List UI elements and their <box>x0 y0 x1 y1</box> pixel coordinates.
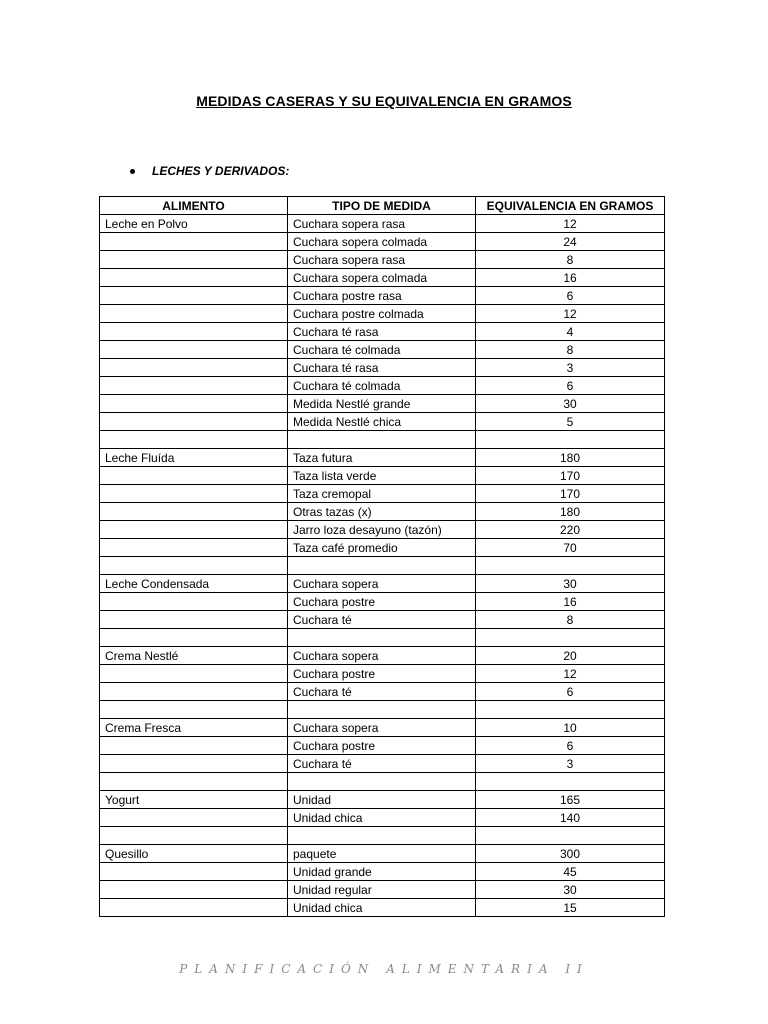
table-row <box>100 827 665 845</box>
alimento-cell <box>100 629 288 647</box>
table-row <box>100 485 665 503</box>
gramos-cell: 30 <box>476 881 665 899</box>
gramos-cell: 6 <box>476 683 665 701</box>
tipo-medida-cell: Medida Nestlé chica <box>288 413 476 431</box>
table-row <box>100 665 665 683</box>
table-row <box>100 899 665 917</box>
table-row <box>100 809 665 827</box>
gramos-cell: 6 <box>476 737 665 755</box>
table-row <box>100 449 665 467</box>
tipo-medida-cell: Cuchara sopera rasa <box>288 251 476 269</box>
table-row <box>100 215 665 233</box>
table-row <box>100 233 665 251</box>
gramos-cell: 180 <box>476 503 665 521</box>
alimento-cell <box>100 539 288 557</box>
alimento-cell: Leche en Polvo <box>100 215 288 233</box>
table-row <box>100 341 665 359</box>
tipo-medida-cell: Unidad chica <box>288 809 476 827</box>
table-body <box>100 215 665 917</box>
tipo-medida-cell: Unidad regular <box>288 881 476 899</box>
tipo-medida-cell: Cuchara postre rasa <box>288 287 476 305</box>
gramos-cell <box>476 629 665 647</box>
tipo-medida-cell: Cuchara postre <box>288 593 476 611</box>
table-row <box>100 845 665 863</box>
gramos-cell: 30 <box>476 575 665 593</box>
table-row <box>100 557 665 575</box>
gramos-cell: 70 <box>476 539 665 557</box>
table-row <box>100 503 665 521</box>
gramos-cell <box>476 827 665 845</box>
alimento-cell: Quesillo <box>100 845 288 863</box>
alimento-cell <box>100 467 288 485</box>
tipo-medida-cell <box>288 827 476 845</box>
table-row <box>100 647 665 665</box>
alimento-cell <box>100 323 288 341</box>
tipo-medida-cell: Cuchara postre colmada <box>288 305 476 323</box>
alimento-cell <box>100 557 288 575</box>
gramos-cell: 24 <box>476 233 665 251</box>
header-alimento: ALIMENTO <box>100 197 288 215</box>
gramos-cell: 5 <box>476 413 665 431</box>
alimento-cell <box>100 827 288 845</box>
tipo-medida-cell: Cuchara sopera <box>288 647 476 665</box>
alimento-cell <box>100 341 288 359</box>
table-row <box>100 395 665 413</box>
table-row <box>100 431 665 449</box>
tipo-medida-cell: paquete <box>288 845 476 863</box>
equivalence-table <box>99 196 665 917</box>
alimento-cell <box>100 233 288 251</box>
gramos-cell <box>476 431 665 449</box>
alimento-cell <box>100 269 288 287</box>
tipo-medida-cell: Cuchara té <box>288 755 476 773</box>
gramos-cell: 12 <box>476 665 665 683</box>
alimento-cell: Crema Fresca <box>100 719 288 737</box>
alimento-cell <box>100 809 288 827</box>
tipo-medida-cell: Cuchara té colmada <box>288 377 476 395</box>
table-row <box>100 467 665 485</box>
table-row <box>100 539 665 557</box>
alimento-cell: Leche Fluída <box>100 449 288 467</box>
gramos-cell: 3 <box>476 755 665 773</box>
alimento-cell <box>100 611 288 629</box>
alimento-cell <box>100 737 288 755</box>
alimento-cell <box>100 251 288 269</box>
alimento-cell <box>100 287 288 305</box>
alimento-cell: Leche Condensada <box>100 575 288 593</box>
gramos-cell <box>476 557 665 575</box>
tipo-medida-cell: Cuchara sopera colmada <box>288 233 476 251</box>
tipo-medida-cell: Otras tazas (x) <box>288 503 476 521</box>
tipo-medida-cell: Taza lista verde <box>288 467 476 485</box>
alimento-cell <box>100 485 288 503</box>
gramos-cell: 6 <box>476 287 665 305</box>
alimento-cell: Yogurt <box>100 791 288 809</box>
alimento-cell <box>100 359 288 377</box>
tipo-medida-cell: Cuchara té rasa <box>288 359 476 377</box>
tipo-medida-cell: Unidad chica <box>288 899 476 917</box>
table-row <box>100 773 665 791</box>
table-row <box>100 521 665 539</box>
tipo-medida-cell: Unidad grande <box>288 863 476 881</box>
tipo-medida-cell: Cuchara té rasa <box>288 323 476 341</box>
gramos-cell: 165 <box>476 791 665 809</box>
page-title: MEDIDAS CASERAS Y SU EQUIVALENCIA EN GRAMOS <box>196 93 572 109</box>
gramos-cell: 220 <box>476 521 665 539</box>
tipo-medida-cell: Cuchara té colmada <box>288 341 476 359</box>
tipo-medida-cell: Cuchara té <box>288 683 476 701</box>
tipo-medida-cell: Taza café promedio <box>288 539 476 557</box>
table-row <box>100 611 665 629</box>
table-row <box>100 287 665 305</box>
table-header-row <box>100 197 665 215</box>
gramos-cell: 180 <box>476 449 665 467</box>
gramos-cell: 4 <box>476 323 665 341</box>
page-footer: PLANIFICACIÓN ALIMENTARIA II <box>179 962 589 976</box>
table-row <box>100 755 665 773</box>
gramos-cell: 300 <box>476 845 665 863</box>
tipo-medida-cell: Taza cremopal <box>288 485 476 503</box>
tipo-medida-cell: Medida Nestlé grande <box>288 395 476 413</box>
tipo-medida-cell: Cuchara sopera <box>288 719 476 737</box>
section-heading <box>130 164 289 178</box>
gramos-cell: 45 <box>476 863 665 881</box>
table-row <box>100 359 665 377</box>
gramos-cell: 16 <box>476 269 665 287</box>
table-row <box>100 593 665 611</box>
tipo-medida-cell: Cuchara postre <box>288 665 476 683</box>
alimento-cell <box>100 431 288 449</box>
tipo-medida-cell <box>288 431 476 449</box>
alimento-cell <box>100 305 288 323</box>
table-row <box>100 377 665 395</box>
gramos-cell: 12 <box>476 215 665 233</box>
alimento-cell <box>100 755 288 773</box>
table-row <box>100 683 665 701</box>
alimento-cell <box>100 503 288 521</box>
gramos-cell: 3 <box>476 359 665 377</box>
gramos-cell: 8 <box>476 251 665 269</box>
alimento-cell <box>100 665 288 683</box>
tipo-medida-cell <box>288 629 476 647</box>
tipo-medida-cell: Cuchara sopera colmada <box>288 269 476 287</box>
tipo-medida-cell: Cuchara té <box>288 611 476 629</box>
tipo-medida-cell: Cuchara sopera rasa <box>288 215 476 233</box>
alimento-cell <box>100 881 288 899</box>
gramos-cell: 16 <box>476 593 665 611</box>
gramos-cell: 140 <box>476 809 665 827</box>
bullet-icon <box>130 169 135 174</box>
tipo-medida-cell <box>288 557 476 575</box>
tipo-medida-cell <box>288 773 476 791</box>
alimento-cell <box>100 683 288 701</box>
alimento-cell <box>100 521 288 539</box>
tipo-medida-cell: Taza futura <box>288 449 476 467</box>
gramos-cell: 170 <box>476 467 665 485</box>
alimento-cell <box>100 863 288 881</box>
gramos-cell: 30 <box>476 395 665 413</box>
gramos-cell: 12 <box>476 305 665 323</box>
table-row <box>100 629 665 647</box>
table-row <box>100 575 665 593</box>
table-row <box>100 413 665 431</box>
gramos-cell: 20 <box>476 647 665 665</box>
tipo-medida-cell: Cuchara postre <box>288 737 476 755</box>
alimento-cell <box>100 593 288 611</box>
table-row <box>100 323 665 341</box>
table-row <box>100 737 665 755</box>
alimento-cell <box>100 899 288 917</box>
alimento-cell <box>100 701 288 719</box>
table-row <box>100 701 665 719</box>
gramos-cell: 6 <box>476 377 665 395</box>
table-row <box>100 791 665 809</box>
alimento-cell <box>100 395 288 413</box>
table-row <box>100 251 665 269</box>
tipo-medida-cell: Unidad <box>288 791 476 809</box>
table-row <box>100 719 665 737</box>
alimento-cell <box>100 413 288 431</box>
tipo-medida-cell: Cuchara sopera <box>288 575 476 593</box>
table-row <box>100 881 665 899</box>
gramos-cell: 15 <box>476 899 665 917</box>
alimento-cell: Crema Nestlé <box>100 647 288 665</box>
header-equivalencia: EQUIVALENCIA EN GRAMOS <box>476 197 665 215</box>
alimento-cell <box>100 377 288 395</box>
table-row <box>100 269 665 287</box>
gramos-cell: 8 <box>476 611 665 629</box>
tipo-medida-cell: Jarro loza desayuno (tazón) <box>288 521 476 539</box>
section-label: LECHES Y DERIVADOS: <box>152 164 290 178</box>
header-tipo-de-medida: TIPO DE MEDIDA <box>288 197 476 215</box>
table-row <box>100 863 665 881</box>
tipo-medida-cell <box>288 701 476 719</box>
gramos-cell <box>476 773 665 791</box>
gramos-cell: 10 <box>476 719 665 737</box>
table-row <box>100 305 665 323</box>
gramos-cell: 170 <box>476 485 665 503</box>
gramos-cell: 8 <box>476 341 665 359</box>
gramos-cell <box>476 701 665 719</box>
alimento-cell <box>100 773 288 791</box>
